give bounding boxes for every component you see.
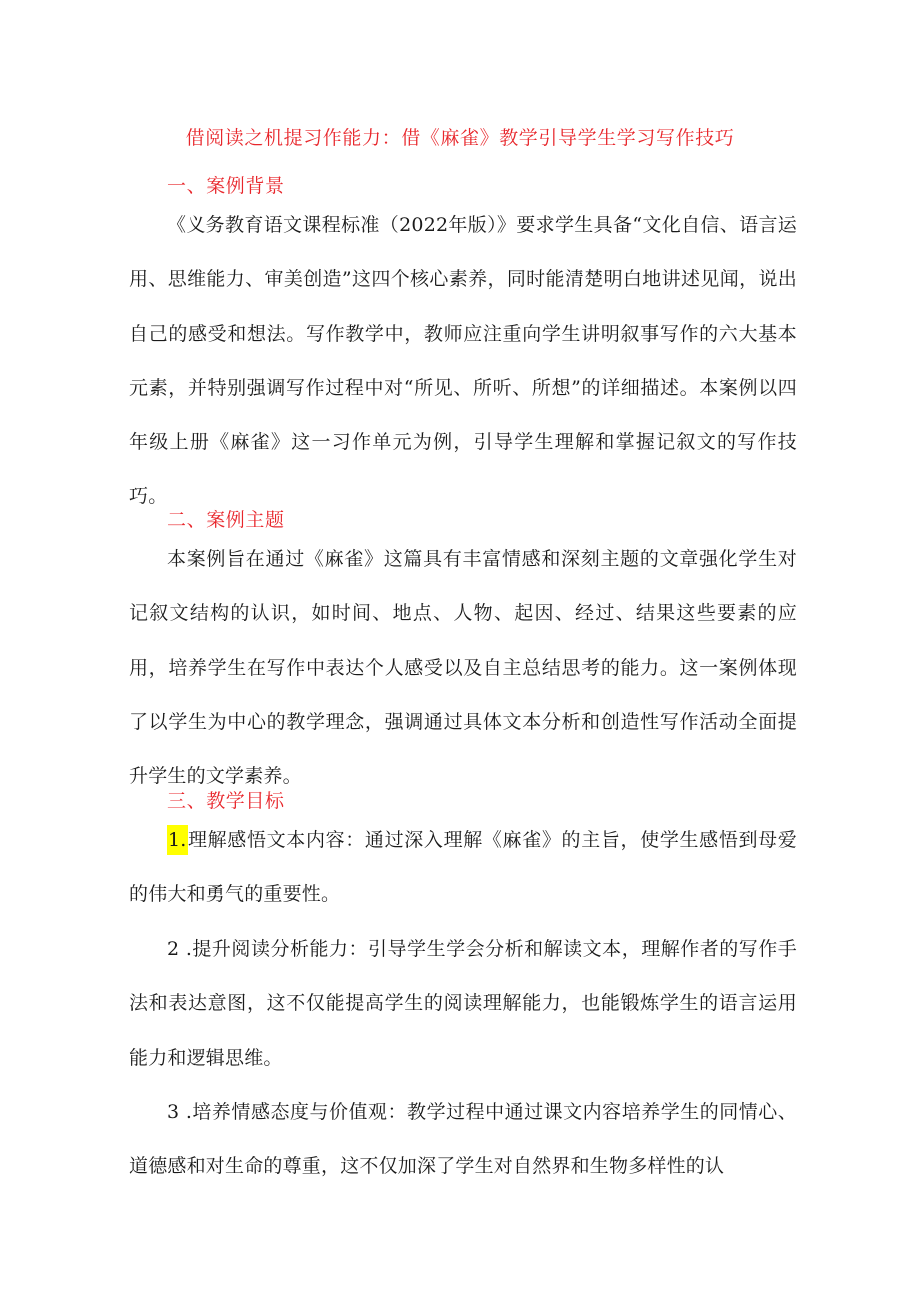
section-heading-objectives: 三、教学目标 bbox=[167, 790, 285, 812]
section-heading-background: 一、案例背景 bbox=[167, 175, 285, 197]
objective-item-1 bbox=[129, 813, 797, 922]
document-title: 借阅读之机提习作能力：借《麻雀》教学引导学生学习写作技巧 bbox=[185, 127, 735, 149]
section-heading-theme: 二、案例主题 bbox=[167, 509, 285, 531]
objective-item-3 bbox=[129, 1085, 797, 1194]
objective-item-2-number: 2 . bbox=[167, 938, 193, 960]
objective-item-2-text: 提升阅读分析能力：引导学生学会分析和解读文本，理解作者的写作手法和表达意图，这不仅能提高学生的阅读理解能力，也能锻炼学生的语言运用能力和逻辑思维。 bbox=[129, 938, 797, 1069]
background-paragraph: 《义务教育语文课程标准（2022年版）》要求学生具备“文化自信、语言运用、思维能力、审美创造”这四个核心素养，同时能清楚明白地讲述见闻，说出自己的感受和想法。写作教学中，教师应注重向学生讲明叙事写作的六大基本元素，并特别强调写作过程中对“所见、所听、所想”的详细描述。本案例以四年级上册《麻雀》这一习作单元为例，引导学生理解和掌握记叙文的写作技巧。 bbox=[129, 214, 797, 508]
theme-paragraph: 本案例旨在通过《麻雀》这篇具有丰富情感和深刻主题的文章强化学生对记叙文结构的认识，如时间、地点、人物、起因、经过、结果这些要素的应用，培养学生在写作中表达个人感受以及自主总结思考的能力。这一案例体现了以学生为中心的教学理念，强调通过具体文本分析和创造性写作活动全面提升学生的文学素养。 bbox=[129, 548, 797, 788]
objective-item-2 bbox=[129, 922, 797, 1085]
objective-item-3-text: 培养情感态度与价值观：教学过程中通过课文内容培养学生的同情心、道德感和对生命的尊重，这不仅加深了学生对自然界和生物多样性的认 bbox=[129, 1101, 797, 1178]
objective-item-1-text: 理解感悟文本内容：通过深入理解《麻雀》的主旨，使学生感悟到母爱的伟大和勇气的重要性。 bbox=[129, 829, 797, 906]
item-number-highlight: 1. bbox=[167, 825, 188, 855]
objective-item-3-number: 3 . bbox=[167, 1101, 193, 1123]
